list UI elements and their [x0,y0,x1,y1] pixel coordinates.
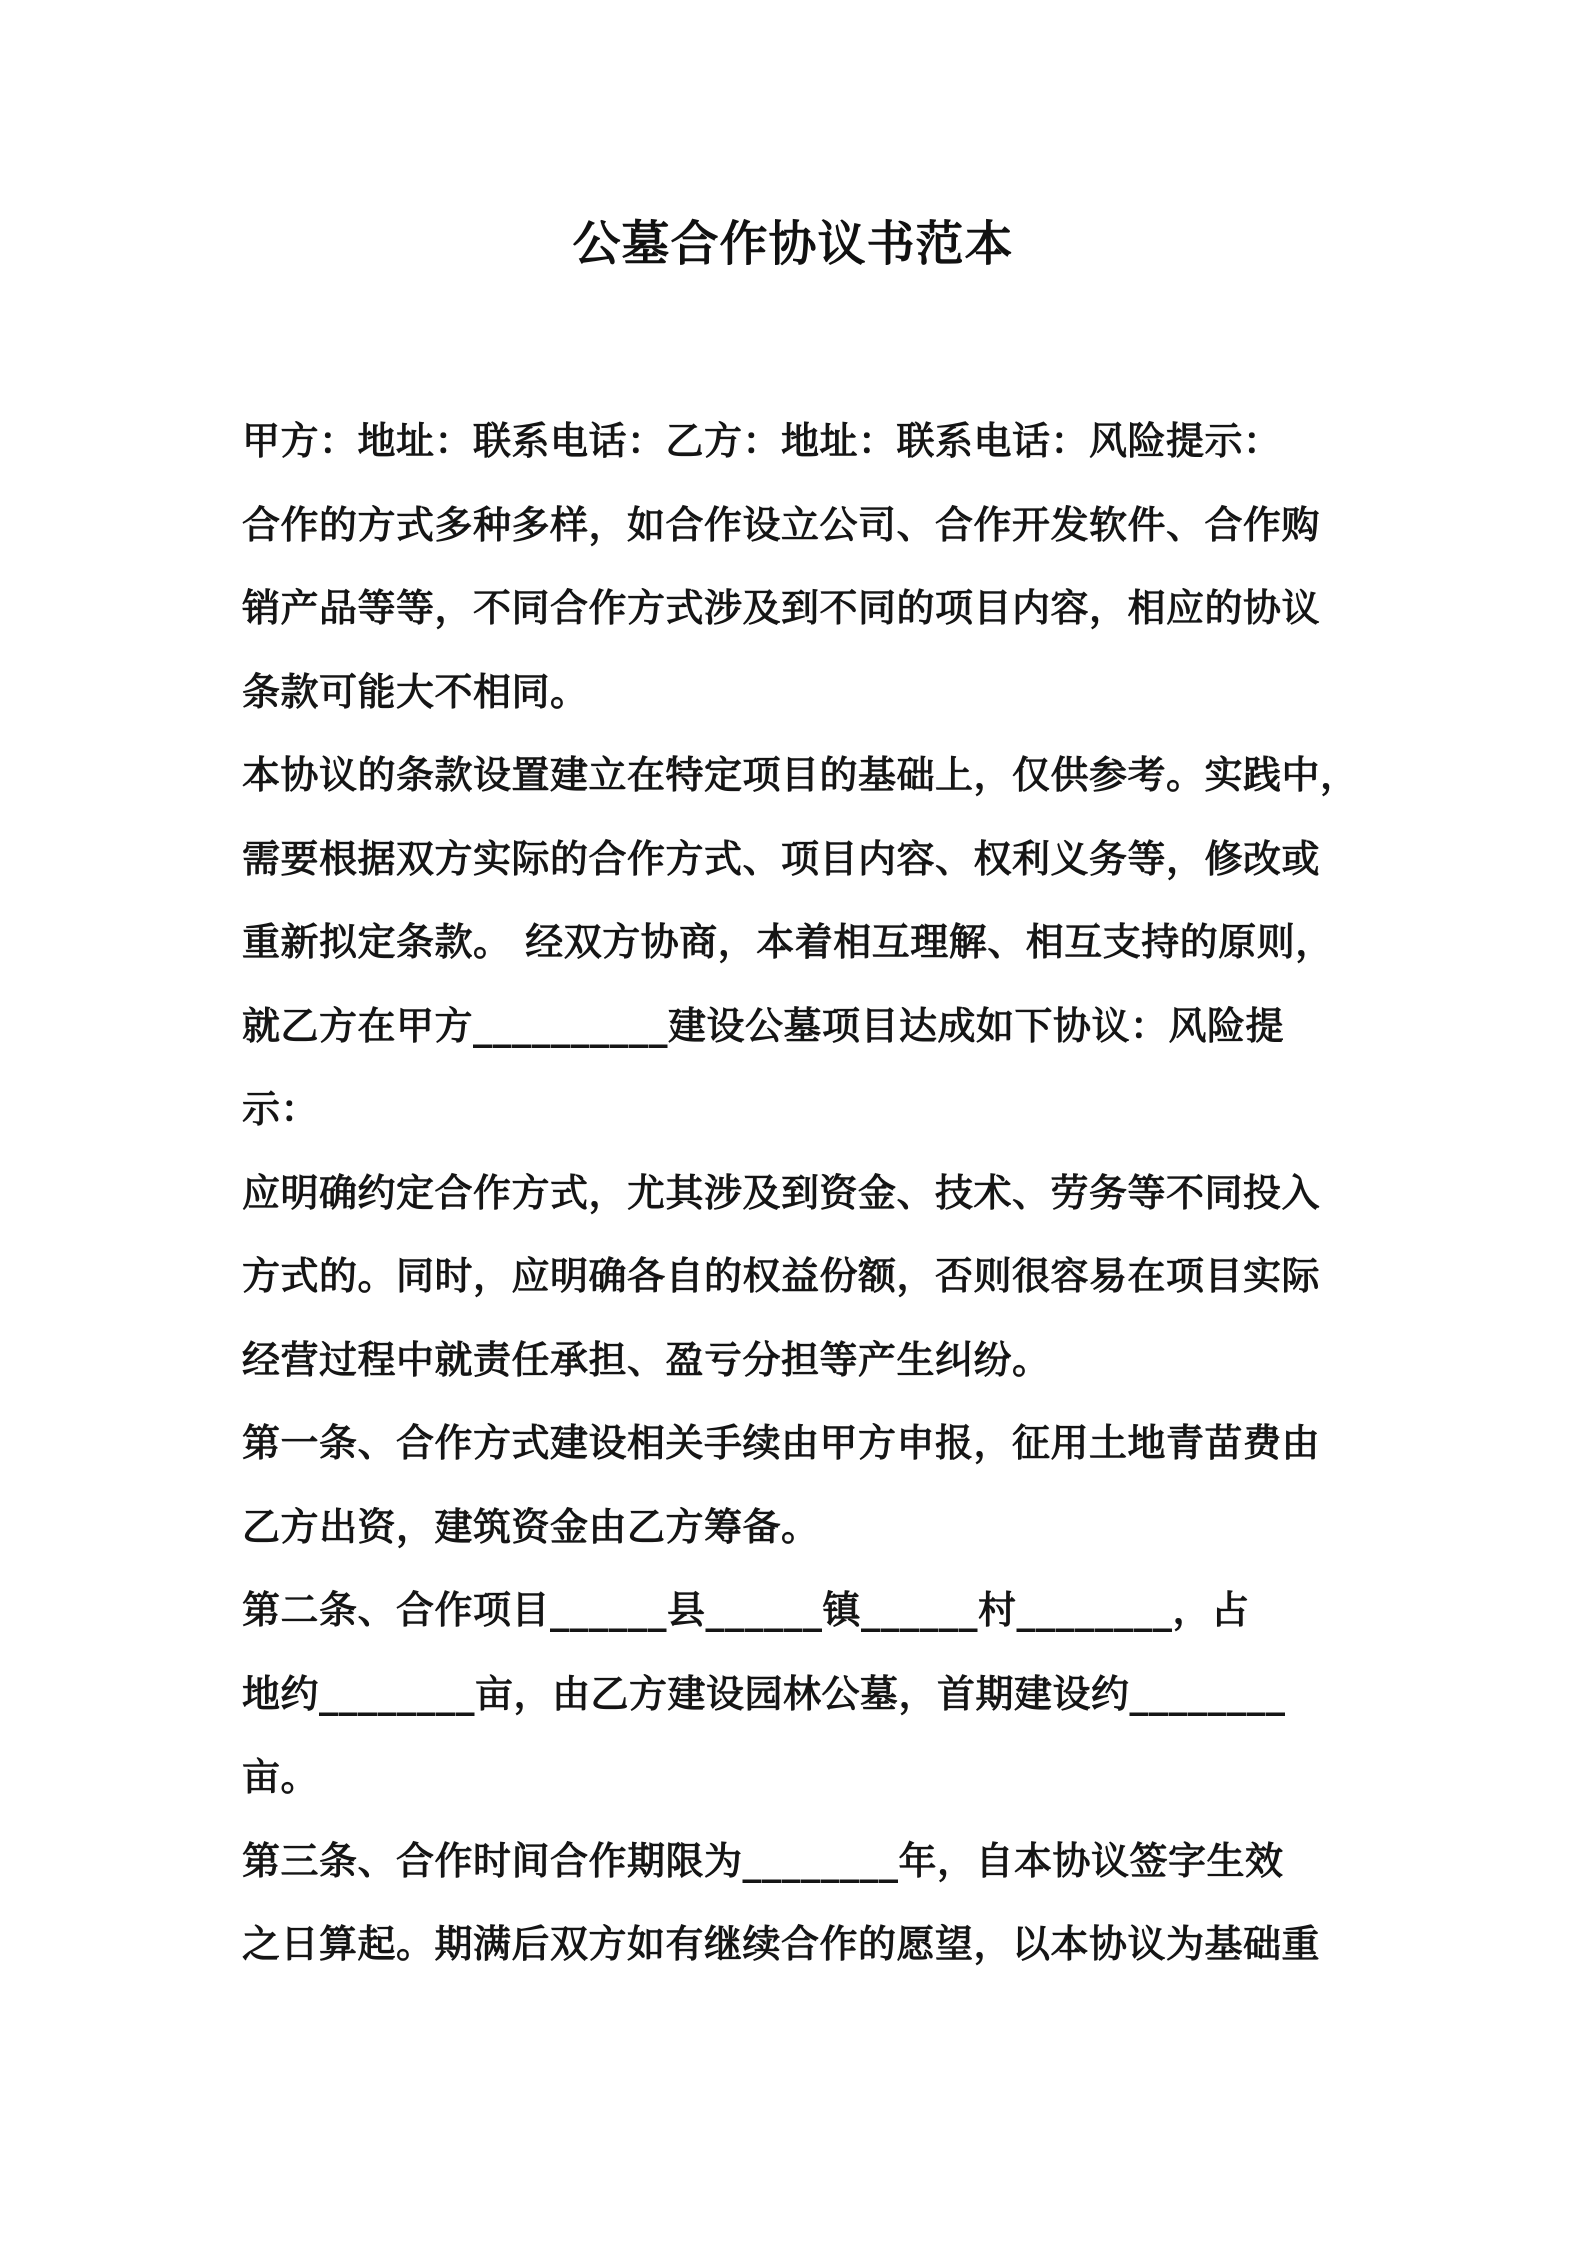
body-line: 本协议的条款设置建立在特定项目的基础上，仅供参考。实践中， [242,753,1359,797]
body-line: 方式的。同时，应明确各自的权益份额，否则很容易在项目实际 [242,1254,1321,1298]
document-title: 公墓合作协议书范本 [572,216,1014,272]
body-line: 地约________亩，由乙方建设园林公墓，首期建设约________ [242,1671,1286,1716]
body-line: 需要根据双方实际的合作方式、项目内容、权利义务等，修改或 [242,836,1321,881]
body-line: 第二条、合作项目______县______镇______村________，占 [242,1588,1250,1632]
body-line: 第一条、合作方式建设相关手续由甲方申报，征用土地青苗费由 [242,1421,1321,1465]
body-line: 甲方：地址：联系电话：乙方：地址：联系电话：风险提示： [242,419,1282,463]
body-line: 应明确约定合作方式，尤其涉及到资金、技术、劳务等不同投入 [242,1170,1321,1215]
body-line: 合作的方式多种多样，如合作设立公司、合作开发软件、合作购 [242,502,1321,547]
body-line: 乙方出资，建筑资金由乙方筹备。 [242,1504,820,1549]
body-line: 之日算起。期满后双方如有继续合作的愿望，以本协议为基础重 [242,1922,1321,1966]
body-line: 示： [242,1087,320,1131]
body-line: 就乙方在甲方__________建设公墓项目达成如下协议：风险提 [242,1003,1285,1048]
body-line: 销产品等等，不同合作方式涉及到不同的项目内容，相应的协议 [242,586,1321,630]
body-line: 亩。 [242,1755,320,1799]
body-line: 第三条、合作时间合作期限为________年，自本协议签字生效 [242,1838,1284,1883]
body-line: 条款可能大不相同。 [242,669,589,714]
body-line: 经营过程中就责任承担、盈亏分担等产生纠纷。 [242,1337,1051,1382]
document-body [242,400,1359,1987]
body-line: 重新拟定条款。 经双方协商，本着相互理解、相互支持的原则， [242,920,1334,964]
